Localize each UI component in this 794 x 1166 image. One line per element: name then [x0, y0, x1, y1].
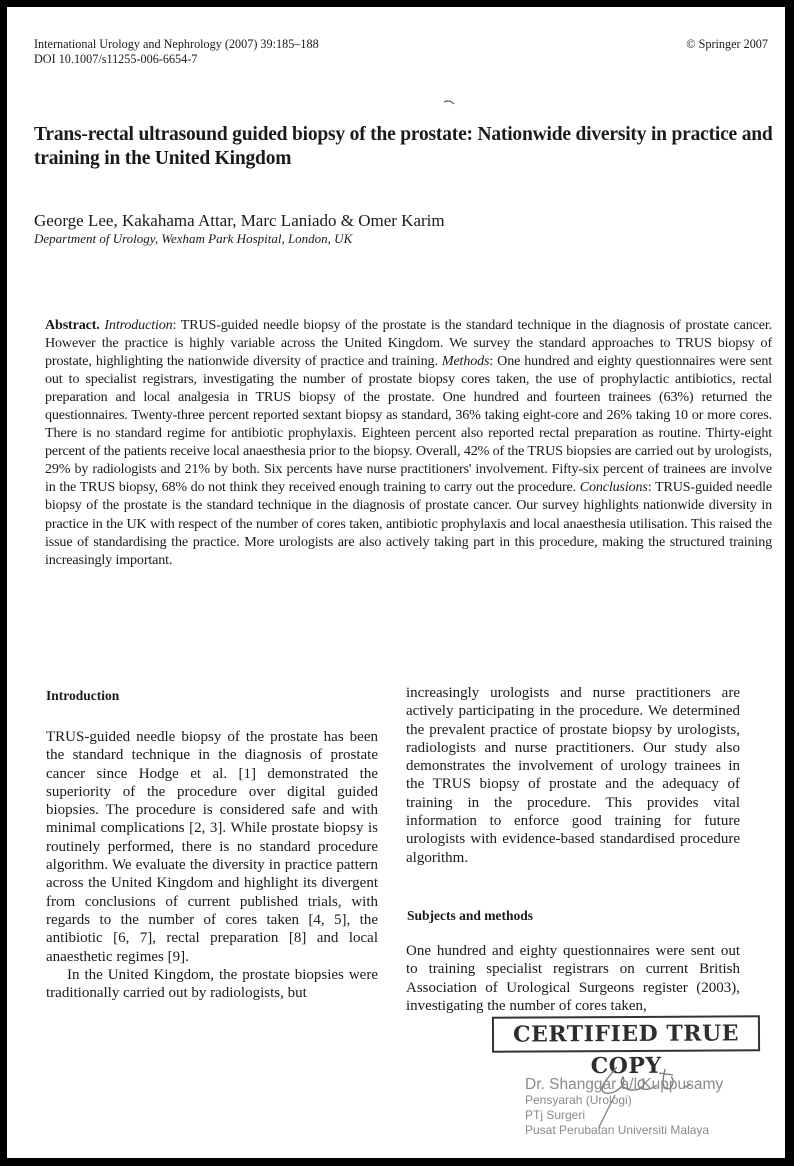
abstract: [45, 316, 772, 569]
certifier-name: Dr. Shanggar a/l Kuppusamy: [525, 1076, 724, 1093]
certifier-block: [525, 1076, 723, 1138]
abstract-conclusions-text: : TRUS-guided needle biopsy of the prostate is the standard technique in the diagnosis of prostate cancer. Our survey highlights nationwide diversity in practice in the UK with respect of the number of cores taken, antibiotic prophylaxis and local anaesthesia utilisation. This raised the issue of standardising the practice. More urologists are also actively taking part in this procedure, making the structured training increasingly important.: [45, 479, 772, 568]
article-title: Trans-rectal ultrasound guided biopsy of the prostate: Nationwide diversity in practice and training in the United Kingdom: [34, 124, 773, 169]
certifier-department: PTj Surgeri: [525, 1108, 586, 1122]
doi: DOI 10.1007/s11255-006-6654-7: [34, 52, 198, 66]
copyright-notice: © Springer 2007: [686, 37, 768, 51]
subjects-methods-paragraph: One hundred and eighty questionnaires were sent out to training specialist registrars on current British Association of Urological Surgeons register (2003), investigating the number of cores taken,: [406, 943, 740, 1014]
introduction-body-right: increasingly urologists and nurse practitioners are actively participating in the procedure. We determined the prevalent practice of prostate biopsy by urologists, radiologists and nurse practitioners. Our study also demonstrates the involvement of urology trainees in the TRUS biopsy of prostate and the adequacy of training in the procedure. This provides vital information to enforce good training for future urologists with evidence-based standardised procedure algorithm.: [406, 685, 740, 866]
subjects-methods-heading: Subjects and methods: [407, 908, 534, 923]
abstract-intro-label: Introduction: [104, 317, 173, 333]
introduction-paragraph-1: TRUS-guided needle biopsy of the prostate has been the standard technique in the diagnosis of prostate cancer since Hodge et al. [1] demonstrated the superiority of the procedure over digital guided biopsies. The procedure is considered safe and with minimal complications [2, 3]. While prostate biopsy is routinely performed, there is no standard procedure algorithm. We evaluate the diversity in practice pattern across the United Kingdom and highlight its divergent from conclusions of current published trials, with regards to the number of cores taken [4, 5], the antibiotic [6, 7], rectal preparation [8] and local anaesthetic regimes [9].: [46, 729, 378, 965]
scan-artifact-icon: [443, 99, 457, 107]
abstract-intro-text: : TRUS-guided needle biopsy of the prostate is the standard technique in the diagnosis of prostate cancer. However the practice is highly variable across the United Kingdom. We survey the standard approaches to TRUS biopsy of prostate, highlighting the nationwide diversity of practice and training.: [45, 317, 772, 370]
certified-stamp: CERTIFIED TRUE COPY: [492, 1015, 760, 1052]
article-affiliation: Department of Urology, Wexham Park Hospital, London, UK: [34, 231, 353, 246]
introduction-body-left: [46, 728, 378, 1002]
abstract-methods-label: Methods: [441, 353, 490, 370]
journal-citation: International Urology and Nephrology (2007) 39:185–188: [34, 37, 319, 51]
abstract-methods-text: : One hundred and eighty questionnaires were sent out to specialist registrars, investigating the number of prostate biopsy cores taken, the use of prophylactic antibiotics, rectal preparation and local analgesia in TRUS biopsy of the prostate. One hundred and fourteen trainees (63%) returned the questionnaires. Twenty-three percent reported sextant biopsy as standard, 36% taking eight-core and 26% taking 10 or more cores. There is no standard regime for antibiotic prophylaxis. Eighteen percent also reported rectal preparation as routine. Thirty-eight percent of the patients receive local anaesthesia prior to the biopsy. Overall, 42% of the TRUS biopsies are carried out by urologists, 29% by radiologists and 21% by both. Six percents have nurse practitioners' involvement. Fifty-six percent of trainees are involve in the TRUS biopsy, 68% do not think they received enough training to carry out the procedure.: [45, 353, 772, 496]
abstract-conclusions-label: Conclusions: [579, 479, 648, 496]
article-authors: George Lee, Kakahama Attar, Marc Laniado & Omer Karim: [34, 211, 445, 230]
document-page: [7, 7, 785, 1158]
certifier-institution: Pusat Perubatan Universiti Malaya: [525, 1123, 710, 1137]
abstract-label: Abstract.: [45, 317, 100, 333]
introduction-paragraph-2: In the United Kingdom, the prostate biopsies were traditionally carried out by radiologists, but: [46, 966, 378, 1002]
journal-header: [34, 37, 319, 67]
introduction-heading: Introduction: [46, 688, 120, 703]
certifier-title: Pensyarah (Urologi): [525, 1093, 632, 1107]
